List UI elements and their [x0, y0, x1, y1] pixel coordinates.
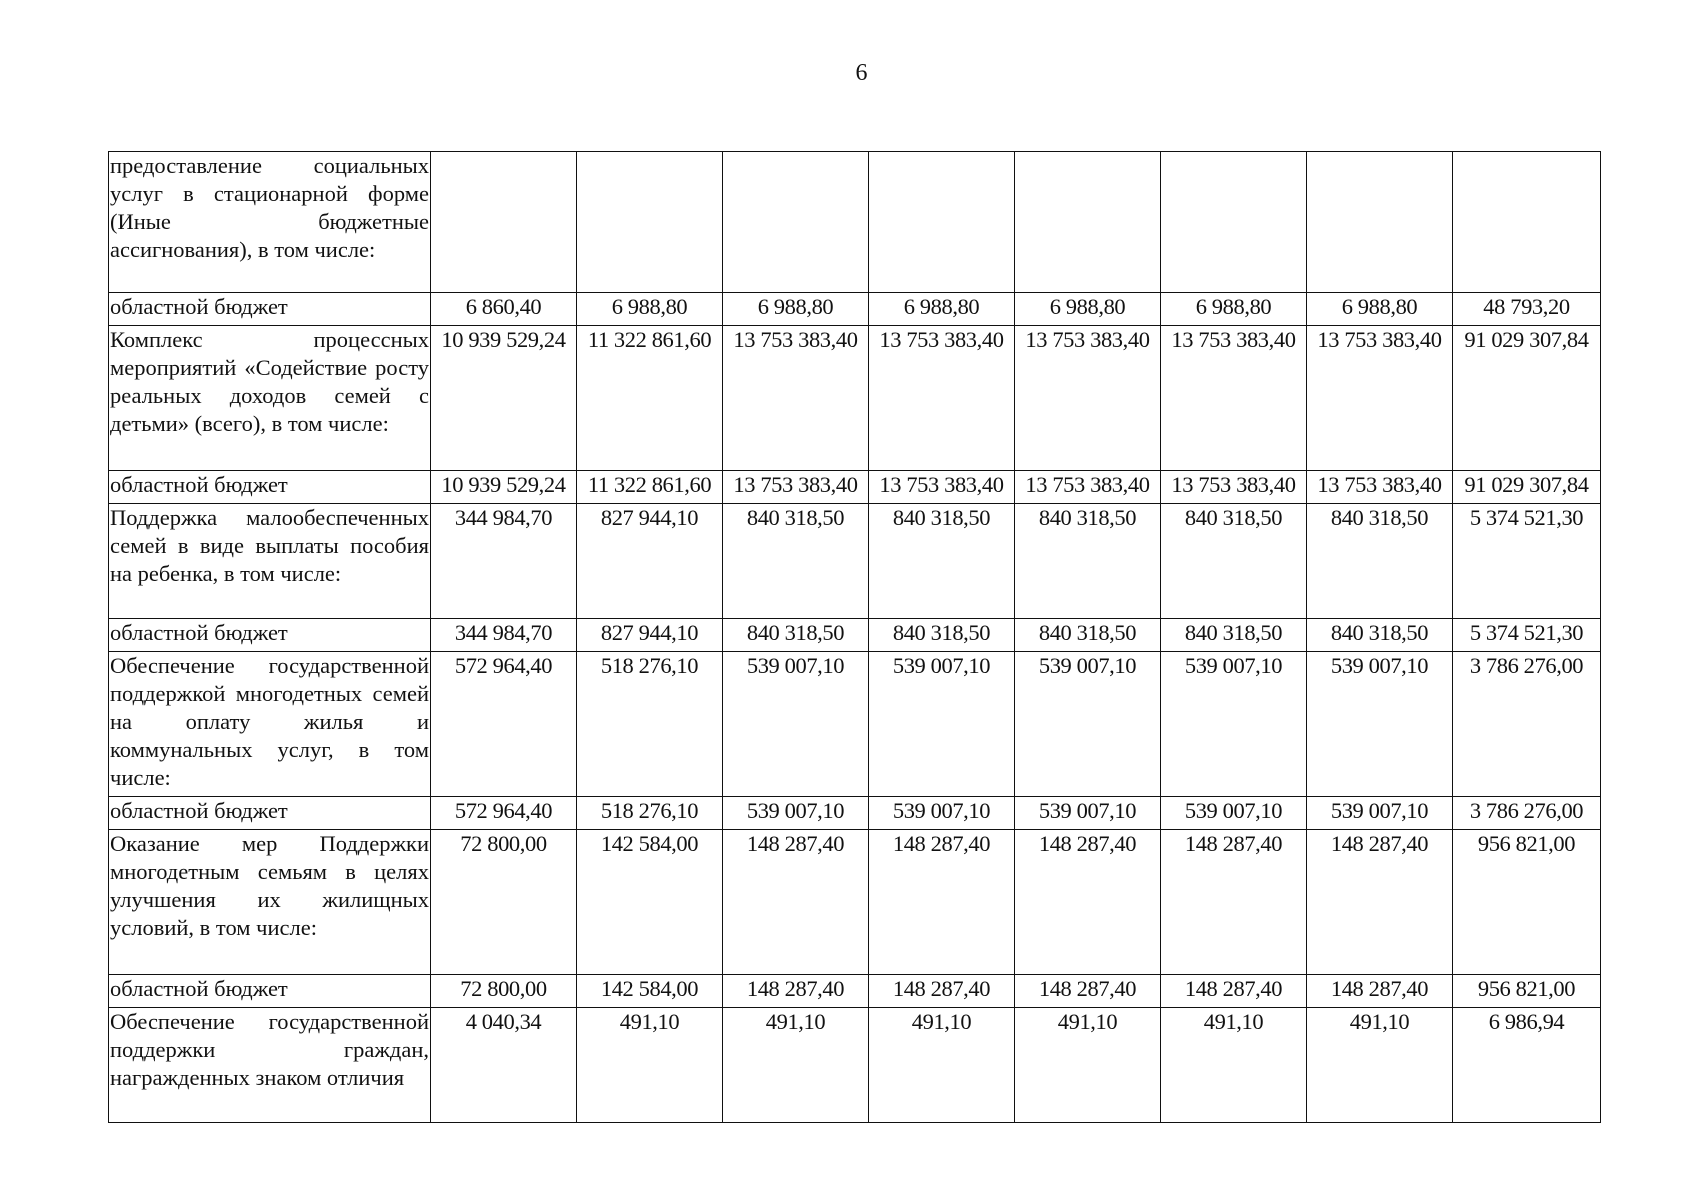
row-value-cell: 827 944,10	[577, 504, 723, 619]
row-value-cell: 13 753 383,40	[1307, 471, 1453, 504]
row-total-cell: 5 374 521,30	[1453, 504, 1601, 619]
row-value-cell: 148 287,40	[723, 830, 869, 975]
row-value-cell	[869, 152, 1015, 293]
row-value-cell: 840 318,50	[1015, 504, 1161, 619]
row-value-cell: 6 988,80	[869, 293, 1015, 326]
row-value-cell: 13 753 383,40	[723, 326, 869, 471]
row-value-cell: 840 318,50	[1161, 504, 1307, 619]
row-value-cell: 491,10	[577, 1008, 723, 1123]
row-value-cell: 539 007,10	[869, 797, 1015, 830]
row-value-cell: 539 007,10	[1015, 652, 1161, 797]
row-value-cell: 13 753 383,40	[1015, 326, 1161, 471]
row-value-cell: 13 753 383,40	[869, 471, 1015, 504]
table-row	[109, 975, 1601, 1008]
row-value-cell: 840 318,50	[1307, 504, 1453, 619]
row-value-cell: 6 988,80	[723, 293, 869, 326]
row-value-cell: 4 040,34	[431, 1008, 577, 1123]
row-value-cell: 72 800,00	[431, 830, 577, 975]
row-label: областной бюджет	[109, 975, 431, 1008]
row-label: областной бюджет	[109, 293, 431, 326]
row-label: Обеспечение государственной поддержкой многодетных семей на оплату жилья и коммунальных услуг, в том числе:	[109, 652, 431, 797]
table-row	[109, 652, 1601, 797]
table-row	[109, 293, 1601, 326]
table-row	[109, 326, 1601, 471]
row-total-cell: 6 986,94	[1453, 1008, 1601, 1123]
row-value-cell: 148 287,40	[1161, 975, 1307, 1008]
row-value-cell: 840 318,50	[1015, 619, 1161, 652]
table-row	[109, 830, 1601, 975]
row-value-cell: 148 287,40	[1307, 830, 1453, 975]
row-value-cell: 13 753 383,40	[869, 326, 1015, 471]
row-value-cell: 142 584,00	[577, 830, 723, 975]
row-label: областной бюджет	[109, 797, 431, 830]
row-value-cell: 148 287,40	[1161, 830, 1307, 975]
row-value-cell: 840 318,50	[723, 504, 869, 619]
row-value-cell: 344 984,70	[431, 504, 577, 619]
row-value-cell: 11 322 861,60	[577, 471, 723, 504]
row-label: Обеспечение государственной поддержки граждан, награжденных знаком отличия	[109, 1008, 431, 1123]
row-total-cell: 956 821,00	[1453, 975, 1601, 1008]
row-value-cell: 572 964,40	[431, 652, 577, 797]
row-value-cell: 11 322 861,60	[577, 326, 723, 471]
row-value-cell: 539 007,10	[1161, 652, 1307, 797]
row-value-cell	[1307, 152, 1453, 293]
row-label: Комплекс процессных мероприятий «Содействие росту реальных доходов семей с детьми» (всего), в том числе:	[109, 326, 431, 471]
row-value-cell: 13 753 383,40	[1161, 326, 1307, 471]
row-value-cell: 6 988,80	[1161, 293, 1307, 326]
row-value-cell: 840 318,50	[1307, 619, 1453, 652]
row-value-cell: 491,10	[869, 1008, 1015, 1123]
table-row	[109, 504, 1601, 619]
row-total-cell: 91 029 307,84	[1453, 471, 1601, 504]
row-total-cell: 3 786 276,00	[1453, 797, 1601, 830]
table-row	[109, 797, 1601, 830]
row-value-cell: 6 860,40	[431, 293, 577, 326]
row-value-cell: 148 287,40	[1307, 975, 1453, 1008]
row-value-cell	[1161, 152, 1307, 293]
row-value-cell: 840 318,50	[723, 619, 869, 652]
row-label: областной бюджет	[109, 471, 431, 504]
row-label: Оказание мер Поддержки многодетным семьям в целях улучшения их жилищных условий, в том числе:	[109, 830, 431, 975]
row-label: областной бюджет	[109, 619, 431, 652]
table-row	[109, 1008, 1601, 1123]
row-value-cell: 10 939 529,24	[431, 471, 577, 504]
row-value-cell: 840 318,50	[869, 619, 1015, 652]
row-value-cell: 539 007,10	[1015, 797, 1161, 830]
row-value-cell: 539 007,10	[723, 652, 869, 797]
row-value-cell: 6 988,80	[1015, 293, 1161, 326]
row-value-cell: 539 007,10	[1307, 652, 1453, 797]
row-total-cell: 3 786 276,00	[1453, 652, 1601, 797]
table-row	[109, 471, 1601, 504]
page-number: 6	[855, 60, 868, 86]
budget-table	[108, 151, 1601, 1123]
row-value-cell: 6 988,80	[1307, 293, 1453, 326]
row-value-cell	[431, 152, 577, 293]
row-label: Поддержка малообеспеченных семей в виде выплаты пособия на ребенка, в том числе:	[109, 504, 431, 619]
row-value-cell: 148 287,40	[1015, 830, 1161, 975]
row-value-cell: 539 007,10	[723, 797, 869, 830]
row-label: предоставление социальных услуг в стационарной форме (Иные бюджетные ассигнования), в том числе:	[109, 152, 431, 293]
row-value-cell	[577, 152, 723, 293]
row-value-cell	[1015, 152, 1161, 293]
row-value-cell: 148 287,40	[1015, 975, 1161, 1008]
row-value-cell: 827 944,10	[577, 619, 723, 652]
row-total-cell: 5 374 521,30	[1453, 619, 1601, 652]
table-row	[109, 619, 1601, 652]
row-total-cell: 48 793,20	[1453, 293, 1601, 326]
row-value-cell: 344 984,70	[431, 619, 577, 652]
table-row	[109, 152, 1601, 293]
row-value-cell: 491,10	[1307, 1008, 1453, 1123]
row-value-cell: 148 287,40	[869, 830, 1015, 975]
row-value-cell: 539 007,10	[1307, 797, 1453, 830]
row-value-cell: 491,10	[1015, 1008, 1161, 1123]
row-value-cell: 13 753 383,40	[723, 471, 869, 504]
row-value-cell: 142 584,00	[577, 975, 723, 1008]
row-value-cell: 13 753 383,40	[1307, 326, 1453, 471]
row-value-cell: 491,10	[723, 1008, 869, 1123]
row-total-cell: 956 821,00	[1453, 830, 1601, 975]
row-value-cell: 6 988,80	[577, 293, 723, 326]
row-total-cell: 91 029 307,84	[1453, 326, 1601, 471]
row-value-cell: 72 800,00	[431, 975, 577, 1008]
row-value-cell: 491,10	[1161, 1008, 1307, 1123]
row-value-cell: 518 276,10	[577, 797, 723, 830]
row-value-cell: 10 939 529,24	[431, 326, 577, 471]
row-value-cell: 13 753 383,40	[1161, 471, 1307, 504]
row-value-cell: 518 276,10	[577, 652, 723, 797]
row-total-cell	[1453, 152, 1601, 293]
row-value-cell: 840 318,50	[1161, 619, 1307, 652]
row-value-cell	[723, 152, 869, 293]
row-value-cell: 539 007,10	[1161, 797, 1307, 830]
row-value-cell: 148 287,40	[869, 975, 1015, 1008]
row-value-cell: 572 964,40	[431, 797, 577, 830]
row-value-cell: 13 753 383,40	[1015, 471, 1161, 504]
row-value-cell: 148 287,40	[723, 975, 869, 1008]
row-value-cell: 840 318,50	[869, 504, 1015, 619]
row-value-cell: 539 007,10	[869, 652, 1015, 797]
